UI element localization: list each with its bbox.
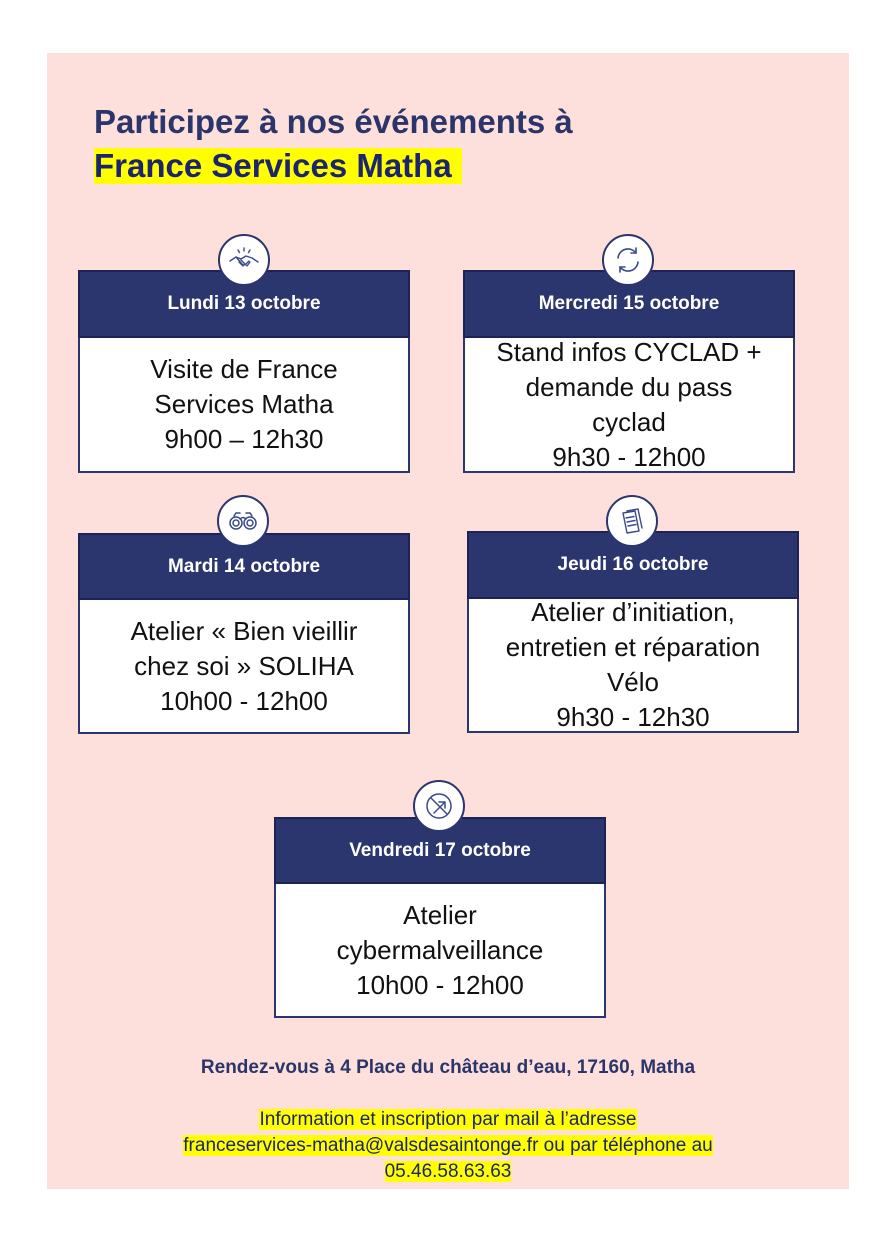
handshake-icon (218, 234, 270, 286)
contact-info (47, 1107, 849, 1185)
address-line: Rendez-vous à 4 Place du château d’eau, 17160, Matha (200, 1057, 696, 1078)
event-details (463, 338, 795, 473)
event-card-mardi (78, 533, 410, 734)
title-line-2: France Services Matha (94, 148, 462, 184)
event-time: 10h00 - 12h00 (160, 685, 328, 716)
event-details (467, 599, 799, 733)
event-day-header: Lundi 13 octobre (78, 270, 410, 338)
event-line: Vélo (606, 667, 660, 697)
event-card-vendredi (274, 817, 606, 1018)
event-day-header: Jeudi 16 octobre (467, 531, 799, 599)
event-line: Atelier (403, 899, 477, 930)
event-line: Stand infos CYCLAD + (496, 336, 762, 367)
event-line: entretien et réparation (505, 632, 761, 662)
event-card-lundi (78, 270, 410, 473)
event-details (78, 338, 410, 473)
info-line-1: Information et inscription par mail à l’adresse (259, 1109, 637, 1130)
event-card-mercredi (463, 270, 795, 473)
event-time: 9h30 - 12h00 (552, 441, 706, 472)
event-line: Atelier d’initiation, (531, 597, 735, 627)
title-line-1: Participez à nos événements à (94, 103, 573, 140)
cursor-blocked-icon (413, 780, 465, 832)
event-time: 9h00 – 12h30 (164, 424, 324, 454)
info-line-2: franceservices-matha@valsdesaintonge.fr ou par téléphone au (183, 1135, 713, 1156)
info-phone: 05.46.58.63.63 (384, 1161, 512, 1182)
page-title (94, 102, 573, 186)
event-line: demande du pass (525, 371, 733, 402)
binoculars-icon (217, 495, 269, 547)
event-line: chez soi » SOLIHA (134, 650, 354, 681)
event-line: Visite de France (150, 354, 338, 384)
event-day-header: Mercredi 15 octobre (463, 270, 795, 338)
event-card-jeudi (467, 531, 799, 733)
event-day-header: Mardi 14 octobre (78, 533, 410, 600)
event-time: 10h00 - 12h00 (356, 969, 524, 1000)
documents-icon (606, 495, 658, 547)
refresh-cycle-icon (602, 234, 654, 286)
event-line: Atelier « Bien vieillir (130, 615, 358, 646)
event-details (274, 884, 606, 1018)
event-line: Services Matha (154, 389, 334, 419)
event-details (78, 600, 410, 734)
event-day-header: Vendredi 17 octobre (274, 817, 606, 884)
event-line: cyclad (592, 406, 666, 437)
event-time: 9h30 - 12h30 (556, 702, 710, 732)
event-line: cybermalveillance (336, 934, 544, 965)
